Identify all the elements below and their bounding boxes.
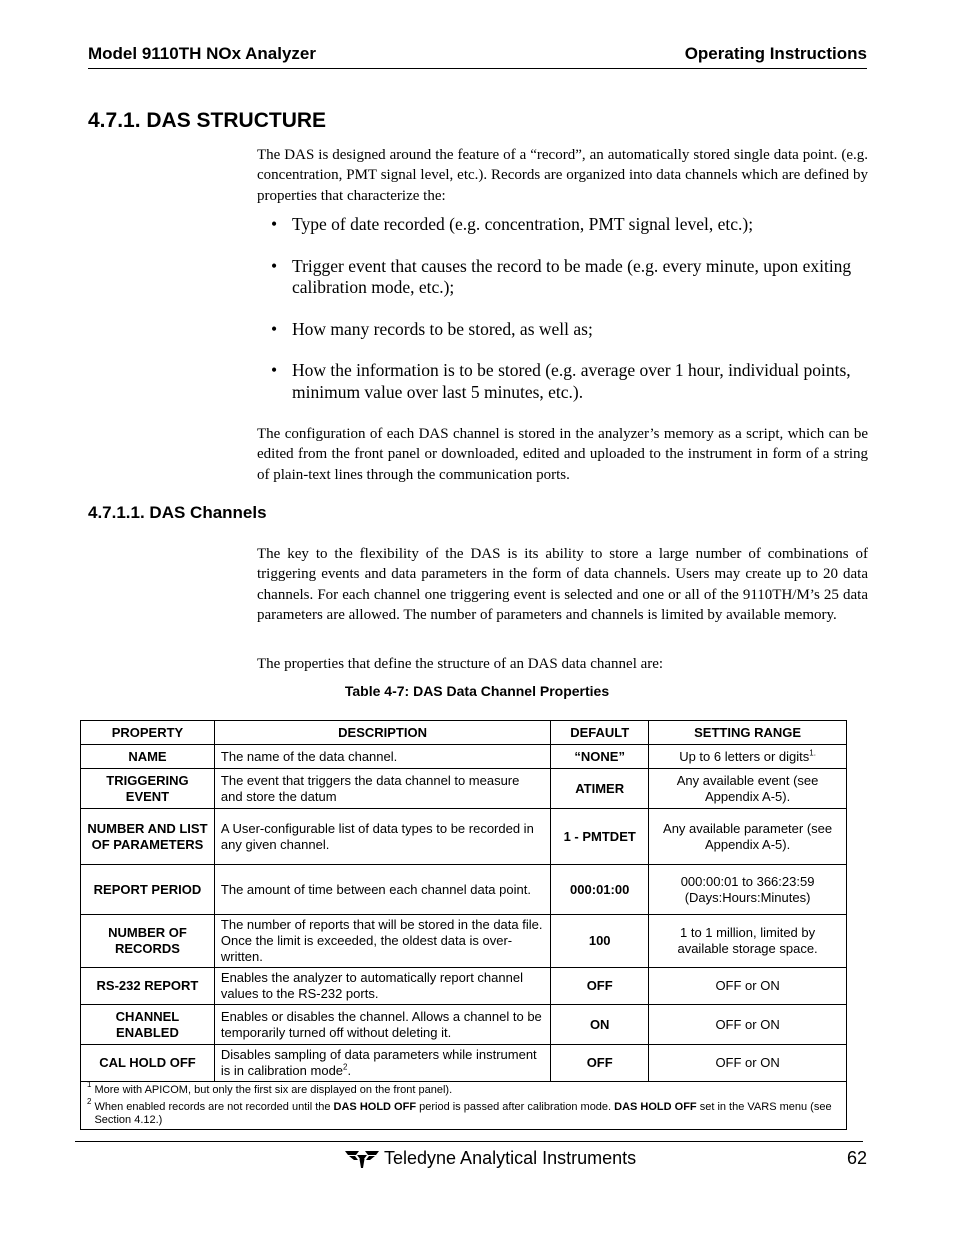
footer-company: Teledyne Analytical Instruments: [384, 1148, 637, 1168]
cell-description: The amount of time between each channel data point.: [214, 865, 550, 915]
bullet-item: • Trigger event that causes the record to be made (e.g. every minute, upon exiting calibration mode, etc.);: [271, 255, 852, 297]
column-header-description: DESCRIPTION: [214, 721, 550, 745]
page-header: [88, 44, 867, 69]
table-row: [81, 769, 847, 809]
cell-description: Enables or disables the channel. Allows a channel to be temporarily turned off without deleting it.: [214, 1005, 550, 1045]
footnote: 1 More with APICOM, but only the first six are displayed on the front panel).: [87, 1080, 453, 1096]
table-caption: Table 4-7: DAS Data Channel Properties: [344, 683, 610, 699]
table-header-row: [81, 721, 847, 745]
cell-default: 1 - PMTDET: [551, 809, 649, 865]
table-row: [81, 745, 847, 769]
cell-range: Any available event (see Appendix A-5).: [649, 769, 847, 809]
column-header-default: DEFAULT: [551, 721, 649, 745]
cell-property: NUMBER OF RECORDS: [81, 915, 215, 968]
cell-property: REPORT PERIOD: [81, 865, 215, 915]
table-row: [81, 809, 847, 865]
cell-range: 1 to 1 million, limited by available storage space.: [649, 915, 847, 968]
cell-range: OFF or ON: [649, 968, 847, 1005]
footnote: 2 When enabled records are not recorded until the DAS HOLD OFF period is passed after calibration mode. DAS HOLD OFF set in the VARS menu (see Section 4.12.): [87, 1097, 832, 1126]
page-number: 62: [846, 1148, 867, 1168]
header-section: Operating Instructions: [684, 44, 867, 63]
column-header-range: SETTING RANGE: [649, 721, 847, 745]
cell-description: The name of the data channel.: [214, 745, 550, 769]
cell-description: The event that triggers the data channel to measure and store the datum: [214, 769, 550, 809]
cell-default: OFF: [551, 968, 649, 1005]
cell-default: OFF: [551, 1045, 649, 1082]
intro-paragraph: The DAS is designed around the feature of a “record”, an automatically stored single data point. (e.g. concentration, PMT signal level, etc.). Records are organized into data channels which are defined by properties that characterize the:: [257, 147, 868, 204]
header-model: Model 9110TH NOx Analyzer: [88, 44, 317, 63]
cell-range: OFF or ON: [649, 1045, 847, 1082]
cell-default: ON: [551, 1005, 649, 1045]
cell-description: Disables sampling of data parameters while instrument is in calibration mode$^2$.: [214, 1045, 550, 1082]
bullet-item: • How the information is to be stored (e.g. average over 1 hour, individual points, minimum value over last 5 minutes, etc.).: [271, 360, 851, 402]
cell-default: ATIMER: [551, 769, 649, 809]
cell-default: “NONE”: [551, 745, 649, 769]
footer-rule: [75, 1141, 863, 1142]
section-title: 4.7.1. DAS STRUCTURE: [88, 109, 327, 132]
table-notes: [81, 1082, 847, 1130]
page-footer: [345, 1148, 636, 1169]
column-header-property: PROPERTY: [81, 721, 215, 745]
cell-description: A User-configurable list of data types to be recorded in any given channel.: [214, 809, 550, 865]
table-notes-row: [81, 1082, 847, 1130]
cell-property: CAL HOLD OFF: [81, 1045, 215, 1082]
cell-description: Enables the analyzer to automatically report channel values to the RS-232 ports.: [214, 968, 550, 1005]
table-row: [81, 915, 847, 968]
cell-description: The number of reports that will be stored in the data file. Once the limit is exceeded, the oldest data is over-written.: [214, 915, 550, 968]
cell-range: 000:00:01 to 366:23:59 (Days:Hours:Minutes): [649, 865, 847, 915]
table-row: [81, 968, 847, 1005]
bullet-item: • How many records to be stored, as well as;: [271, 318, 593, 339]
config-paragraph: The configuration of each DAS channel is stored in the analyzer’s memory as a script, which can be edited from the front panel or downloaded, edited and uploaded to the instrument in form of a string of plain-text lines through the communication ports.: [257, 426, 868, 483]
bullet-item: • Type of date recorded (e.g. concentration, PMT signal level, etc.);: [271, 214, 754, 234]
cell-property: NAME: [81, 745, 215, 769]
table-row: [81, 1045, 847, 1082]
cell-property: TRIGGERING EVENT: [81, 769, 215, 809]
subsection-title: 4.7.1.1. DAS Channels: [88, 503, 267, 522]
properties-intro: The properties that define the structure of an DAS data channel are:: [257, 656, 664, 672]
teledyne-logo-icon: [345, 1149, 379, 1169]
cell-property: NUMBER AND LIST OF PARAMETERS: [81, 809, 215, 865]
cell-range: Up to 6 letters or digits$^{1.}$: [649, 745, 847, 769]
cell-property: CHANNEL ENABLED: [81, 1005, 215, 1045]
cell-property: RS-232 REPORT: [81, 968, 215, 1005]
cell-default: 100: [551, 915, 649, 968]
cell-range: Any available parameter (see Appendix A-5).: [649, 809, 847, 865]
cell-range: OFF or ON: [649, 1005, 847, 1045]
table-row: [81, 1005, 847, 1045]
table-row: [81, 865, 847, 915]
cell-default: 000:01:00: [551, 865, 649, 915]
channels-paragraph: The key to the flexibility of the DAS is its ability to store a large number of combinations of triggering events and data parameters in the form of data channels. Users may create up to 20 data channels. For each channel one triggering event is selected and one or all of the 9110TH/M’s 25 data parameters are allowed. The number of parameters and channels is limited by available memory.: [257, 546, 868, 623]
property-bullets: [257, 214, 868, 423]
das-properties-table: [80, 720, 847, 1130]
